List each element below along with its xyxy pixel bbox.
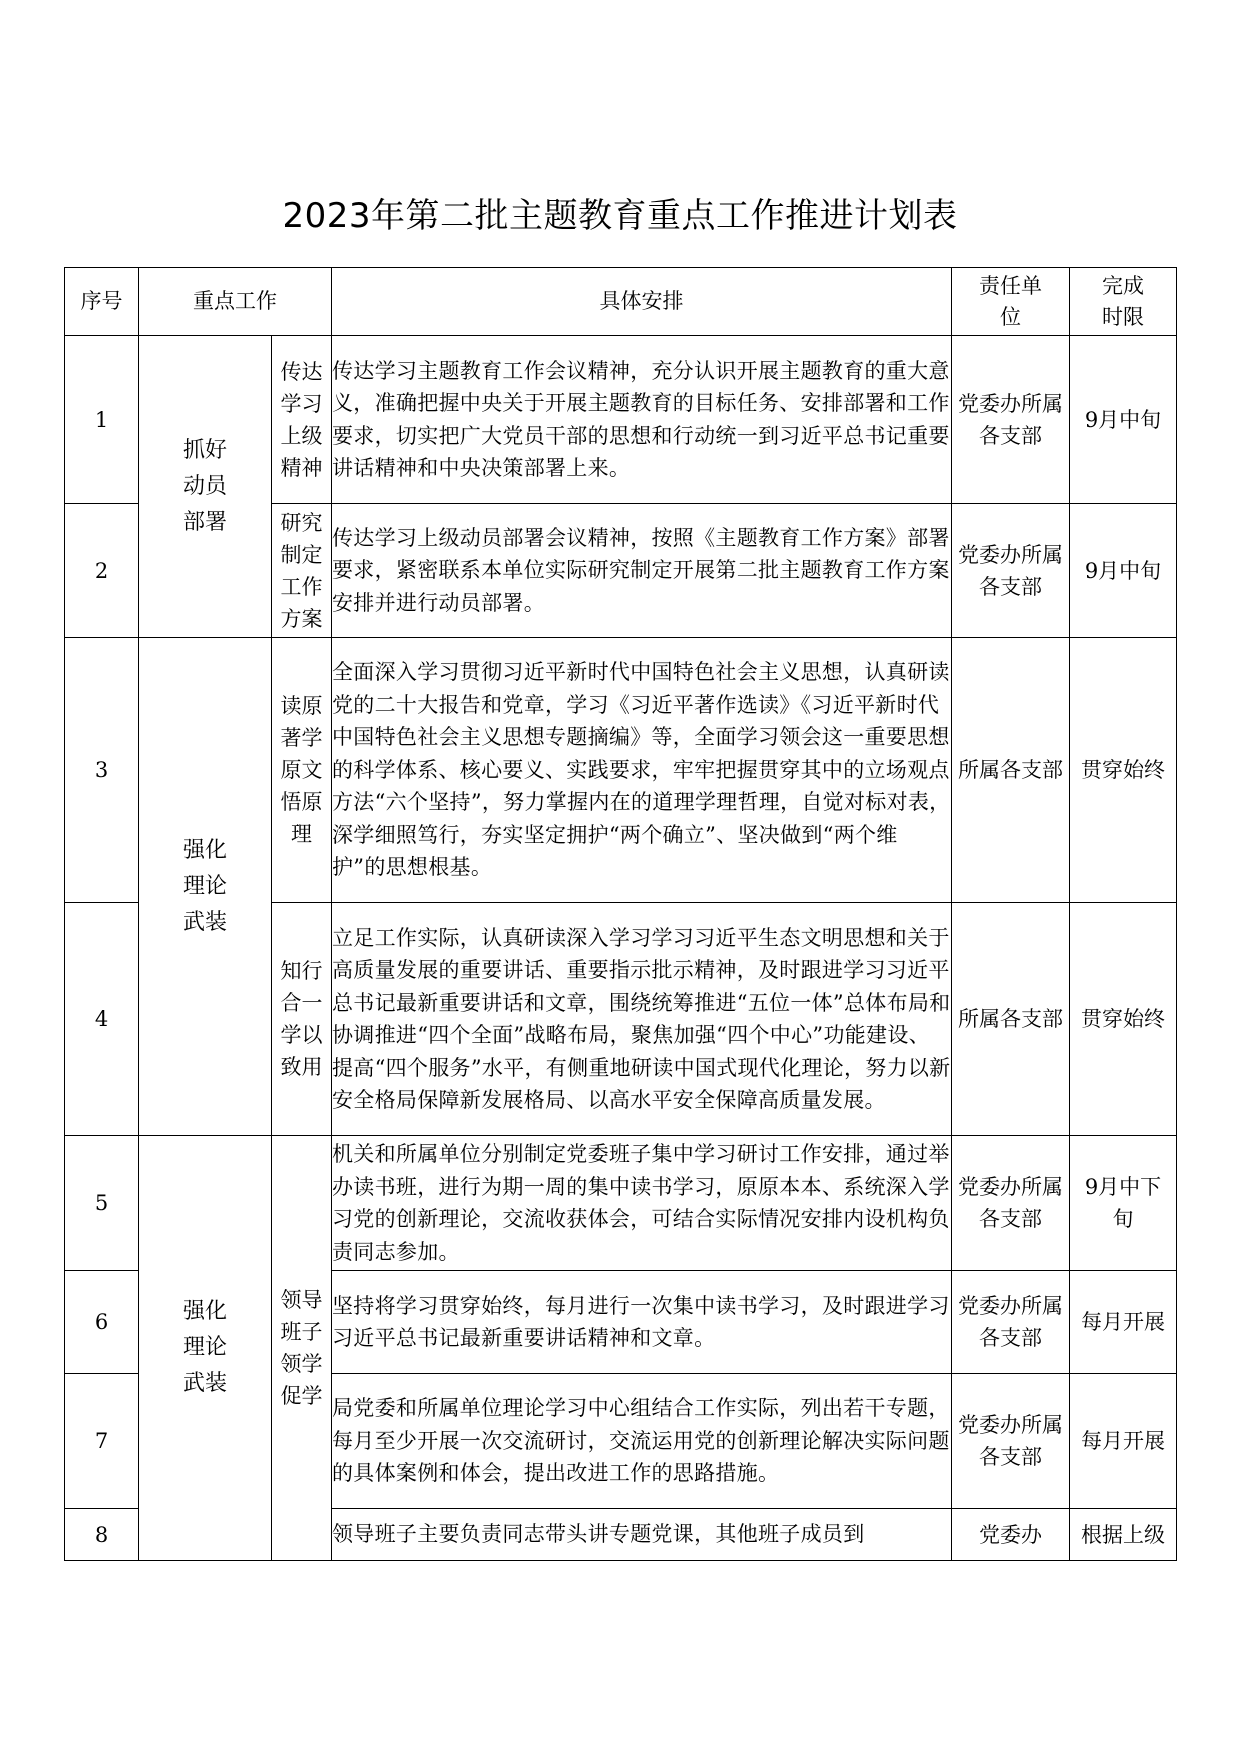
unit-cell: 党委办 [952,1509,1070,1561]
row-number: 1 [65,336,139,504]
header-work: 重点工作 [139,268,332,336]
row-number: 8 [65,1509,139,1561]
deadline-cell: 9月中旬 [1070,336,1177,504]
deadline-cell: 根据上级 [1070,1509,1177,1561]
deadline-cell: 每月开展 [1070,1271,1177,1374]
deadline-cell: 每月开展 [1070,1374,1177,1509]
deadline-cell: 贯穿始终 [1070,903,1177,1136]
table-header-row [65,268,1177,336]
page-title: 2023年第二批主题教育重点工作推进计划表 [282,196,958,236]
category-cell: 强化理论武装 [139,1136,272,1561]
arrangement-cell: 坚持将学习贯穿始终，每月进行一次集中读书学习，及时跟进学习习近平总书记最新重要讲话精神和文章。 [332,1271,952,1374]
unit-cell: 党委办所属各支部 [952,504,1070,638]
subcategory-cell: 读原著学原文悟原理 [272,638,332,903]
category-cell: 抓好动员部署 [139,336,272,638]
row-number: 3 [65,638,139,903]
unit-cell: 所属各支部 [952,638,1070,903]
table-row [65,336,1177,504]
row-number: 7 [65,1374,139,1509]
row-number: 5 [65,1136,139,1271]
row-number: 2 [65,504,139,638]
subcategory-cell: 知行合一学以致用 [272,903,332,1136]
subcategory-cell: 领导班子领学促学 [272,1136,332,1561]
category-cell: 强化理论武装 [139,638,272,1136]
unit-cell: 党委办所属各支部 [952,336,1070,504]
row-number: 4 [65,903,139,1136]
arrangement-cell: 领导班子主要负责同志带头讲专题党课，其他班子成员到 [332,1509,952,1561]
plan-table [64,267,1177,1561]
deadline-cell: 9月中旬 [1070,504,1177,638]
deadline-cell: 9月中下旬 [1070,1136,1177,1271]
header-deadline: 完成时限 [1070,268,1177,336]
subcategory-cell: 传达学习上级精神 [272,336,332,504]
table-row [65,1136,1177,1271]
arrangement-cell: 机关和所属单位分别制定党委班子集中学习研讨工作安排，通过举办读书班，进行为期一周的集中读书学习，原原本本、系统深入学习党的创新理论，交流收获体会，可结合实际情况安排内设机构负责同志参加。 [332,1136,952,1271]
unit-cell: 所属各支部 [952,903,1070,1136]
header-no: 序号 [65,268,139,336]
arrangement-cell: 局党委和所属单位理论学习中心组结合工作实际，列出若干专题，每月至少开展一次交流研讨，交流运用党的创新理论解决实际问题的具体案例和体会，提出改进工作的思路措施。 [332,1374,952,1509]
subcategory-cell: 研究制定工作方案 [272,504,332,638]
table-row [65,638,1177,903]
header-unit: 责任单位 [952,268,1070,336]
arrangement-cell: 立足工作实际，认真研读深入学习学习习近平生态文明思想和关于高质量发展的重要讲话、重要指示批示精神，及时跟进学习习近平总书记最新重要讲话和文章，围绕统筹推进“五位一体”总体布局和协调推进“四个全面”战略布局，聚焦加强“四个中心”功能建设、提高“四个服务”水平，有侧重地研读中国式现代化理论，努力以新安全格局保障新发展格局、以高水平安全保障高质量发展。 [332,903,952,1136]
deadline-cell: 贯穿始终 [1070,638,1177,903]
arrangement-cell: 全面深入学习贯彻习近平新时代中国特色社会主义思想，认真研读党的二十大报告和党章，学习《习近平著作选读》《习近平新时代中国特色社会主义思想专题摘编》等，全面学习领会这一重要思想的科学体系、核心要义、实践要求，牢牢把握贯穿其中的立场观点方法“六个坚持”，努力掌握内在的道理学理哲理，自觉对标对表，深学细照笃行，夯实坚定拥护“两个确立”、坚决做到“两个维护”的思想根基。 [332,638,952,903]
arrangement-cell: 传达学习上级动员部署会议精神，按照《主题教育工作方案》部署要求，紧密联系本单位实际研究制定开展第二批主题教育工作方案安排并进行动员部署。 [332,504,952,638]
arrangement-cell: 传达学习主题教育工作会议精神，充分认识开展主题教育的重大意义，准确把握中央关于开展主题教育的目标任务、安排部署和工作要求，切实把广大党员干部的思想和行动统一到习近平总书记重要讲话精神和中央决策部署上来。 [332,336,952,504]
header-arrangement: 具体安排 [332,268,952,336]
row-number: 6 [65,1271,139,1374]
unit-cell: 党委办所属各支部 [952,1374,1070,1509]
unit-cell: 党委办所属各支部 [952,1136,1070,1271]
unit-cell: 党委办所属各支部 [952,1271,1070,1374]
